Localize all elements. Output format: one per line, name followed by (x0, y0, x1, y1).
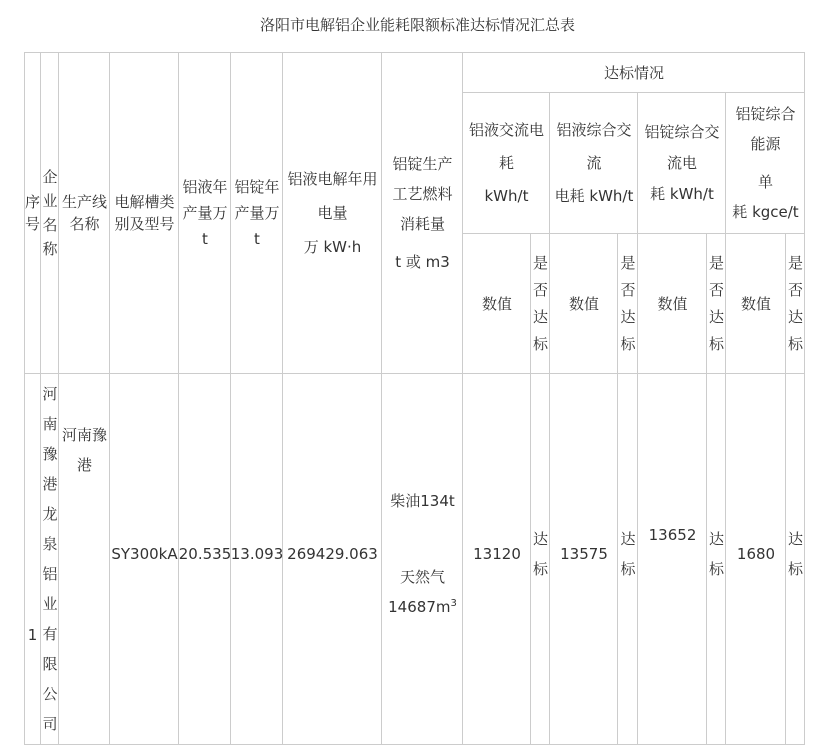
header-compliance-group (463, 53, 805, 92)
row-company-char: 限 (42, 655, 58, 673)
row-ac-power-text: 13120 (473, 545, 521, 563)
row-energy-ok-char: 标 (787, 560, 803, 578)
row-ingot-total-ok-char: 标 (708, 560, 724, 578)
header-ac-power-text: 铝液交流电 (468, 120, 544, 139)
header-company (41, 53, 59, 373)
row-company-char: 司 (42, 715, 58, 733)
header-compliant-char: 达 (708, 307, 724, 326)
header-line-name-text: 生产线 (61, 193, 107, 211)
row-liquid-output (179, 374, 231, 734)
row-ingot-total-ok-char: 达 (708, 530, 724, 548)
row-ingot-total (638, 374, 707, 696)
row-company-char: 泉 (42, 535, 58, 553)
row-ac-power-ok-char: 标 (532, 560, 548, 578)
row-ingot-total-text: 13652 (648, 526, 697, 544)
row-line-name (59, 374, 110, 744)
header-company-char: 业 (42, 192, 58, 210)
row-company-char: 港 (42, 475, 58, 493)
header-electrolysis-power-text: 电量 (317, 204, 348, 222)
header-compliant-char: 否 (620, 280, 636, 299)
row-ac-power-ok-char: 达 (532, 530, 548, 548)
header-liquid-total-text: 电耗 kWh/t (554, 186, 634, 205)
row-company-char: 豫 (42, 445, 58, 463)
header-fuel (382, 53, 463, 373)
header-energy-text: 耗 kgce/t (732, 203, 799, 221)
header-fuel-text: 消耗量 (399, 215, 445, 233)
header-liquid-total-text: 流 (586, 153, 602, 172)
header-ac-power-text: kWh/t (484, 186, 529, 205)
row-electrolysis-power (283, 374, 382, 734)
header-ac-power (463, 93, 550, 233)
header-fuel-text: 铝锭生产 (392, 155, 453, 173)
table-title: 洛阳市电解铝企业能耗限额标准达标情况汇总表 (259, 16, 575, 34)
header-seq-line: 序 (24, 193, 40, 211)
header-energy-text: 能源 (750, 135, 781, 153)
row-energy-text: 1680 (736, 545, 776, 563)
header-company-char: 企 (42, 168, 58, 186)
header-electrolysis-power-text: 万 kW·h (303, 238, 362, 256)
header-compliant-char: 达 (620, 307, 636, 326)
header-ingot-total-text: 耗 kWh/t (650, 184, 714, 203)
row-fuel-gas-exp: 3 (450, 598, 457, 609)
header-company-char: 称 (42, 240, 58, 258)
row-company (41, 374, 59, 744)
header-cell-type-text: 电解槽类 (114, 193, 175, 211)
row-ac-power-ok (531, 374, 550, 734)
row-company-char: 南 (42, 415, 58, 433)
header-compliant (707, 234, 726, 373)
row-fuel-gas-amount (388, 596, 457, 618)
header-company-char: 名 (42, 216, 58, 234)
row-fuel-gas-prefix: 天然气 (399, 568, 445, 586)
row-company-char: 公 (42, 685, 58, 703)
row-liquid-total-ok (618, 374, 638, 734)
header-compliant-char: 标 (708, 334, 724, 353)
header-electrolysis-power (283, 53, 382, 373)
header-compliant-char: 否 (787, 280, 803, 299)
header-energy-text: 单 (757, 173, 773, 191)
row-liquid-total-ok-char: 达 (620, 530, 636, 548)
row-liquid-total (550, 374, 618, 734)
header-compliant-char: 是 (787, 253, 803, 272)
header-energy-text: 铝锭综合 (735, 105, 796, 123)
header-line-name-text: 名称 (69, 215, 100, 233)
header-value-text: 数值 (568, 294, 599, 313)
header-compliant-char: 是 (532, 253, 548, 272)
header-compliant (786, 234, 805, 373)
header-value-text: 数值 (481, 294, 512, 313)
header-compliant (531, 234, 550, 373)
header-seq (24, 53, 41, 373)
header-ingot-output-text: 产量万 (234, 204, 280, 222)
row-liquid-output-text: 20.535 (178, 545, 232, 563)
header-compliant-char: 标 (532, 334, 548, 353)
row-company-char: 有 (42, 625, 58, 643)
row-fuel-gas-value: 14687m (388, 598, 451, 616)
header-ingot-total-text: 铝锭综合交 (644, 122, 720, 141)
header-fuel-text: 工艺燃料 (392, 185, 453, 203)
header-compliant-char: 标 (620, 334, 636, 353)
row-company-char: 铝 (42, 565, 58, 583)
header-compliant (618, 234, 638, 373)
row-line-name-text: 河南豫 (61, 426, 107, 444)
header-line-name (59, 53, 110, 373)
header-liquid-output (179, 53, 231, 373)
header-ingot-total-text: 流电 (666, 153, 697, 172)
row-company-char: 龙 (42, 505, 58, 523)
row-seq (24, 374, 41, 744)
header-value (463, 234, 531, 373)
header-value (726, 234, 786, 373)
header-ingot-output-text: t (254, 230, 260, 248)
row-energy-ok (786, 374, 805, 734)
header-liquid-total (550, 93, 638, 233)
header-compliance-group-text: 达标情况 (603, 63, 664, 82)
row-company-char: 业 (42, 595, 58, 613)
header-fuel-text: t 或 m3 (395, 253, 450, 271)
header-compliant-char: 是 (708, 253, 724, 272)
header-liquid-output-text: 产量万 (182, 204, 228, 222)
row-cell-type-text: SY300kA (111, 545, 178, 563)
header-seq-line: 号 (24, 215, 40, 233)
row-liquid-total-text: 13575 (560, 545, 608, 563)
row-fuel (382, 374, 463, 734)
row-liquid-total-ok-char: 标 (620, 560, 636, 578)
header-liquid-output-text: 铝液年 (182, 178, 228, 196)
header-electrolysis-power-text: 铝液电解年用 (287, 170, 378, 188)
row-electrolysis-power-text: 269429.063 (287, 545, 378, 563)
header-cell-type (110, 53, 179, 373)
row-ingot-total-ok (707, 374, 726, 734)
row-company-char: 河 (42, 385, 58, 403)
header-compliant-char: 否 (532, 280, 548, 299)
header-ac-power-text: 耗 (498, 153, 514, 172)
header-compliant-char: 达 (532, 307, 548, 326)
header-ingot-total (638, 93, 726, 233)
header-ingot-output-text: 铝锭年 (234, 178, 280, 196)
row-seq-text: 1 (27, 626, 38, 644)
row-energy (726, 374, 786, 734)
row-line-name-text: 港 (76, 456, 92, 474)
header-liquid-output-text: t (202, 230, 208, 248)
header-compliant-char: 标 (787, 334, 803, 353)
row-ingot-output-text: 13.093 (230, 545, 284, 563)
header-liquid-total-text: 铝液综合交 (556, 120, 632, 139)
header-compliant-char: 达 (787, 307, 803, 326)
header-energy (726, 93, 805, 233)
header-cell-type-text: 别及型号 (114, 215, 175, 233)
header-value (638, 234, 707, 373)
row-cell-type (110, 374, 179, 734)
row-energy-ok-char: 达 (787, 530, 803, 548)
row-ingot-output (231, 374, 283, 734)
header-compliant-char: 是 (620, 253, 636, 272)
header-value-text: 数值 (740, 294, 771, 313)
header-ingot-output (231, 53, 283, 373)
header-compliant-char: 否 (708, 280, 724, 299)
row-fuel-diesel: 柴油134t (390, 492, 455, 510)
header-value-text: 数值 (657, 294, 688, 313)
row-ac-power (463, 374, 531, 734)
header-value (550, 234, 618, 373)
